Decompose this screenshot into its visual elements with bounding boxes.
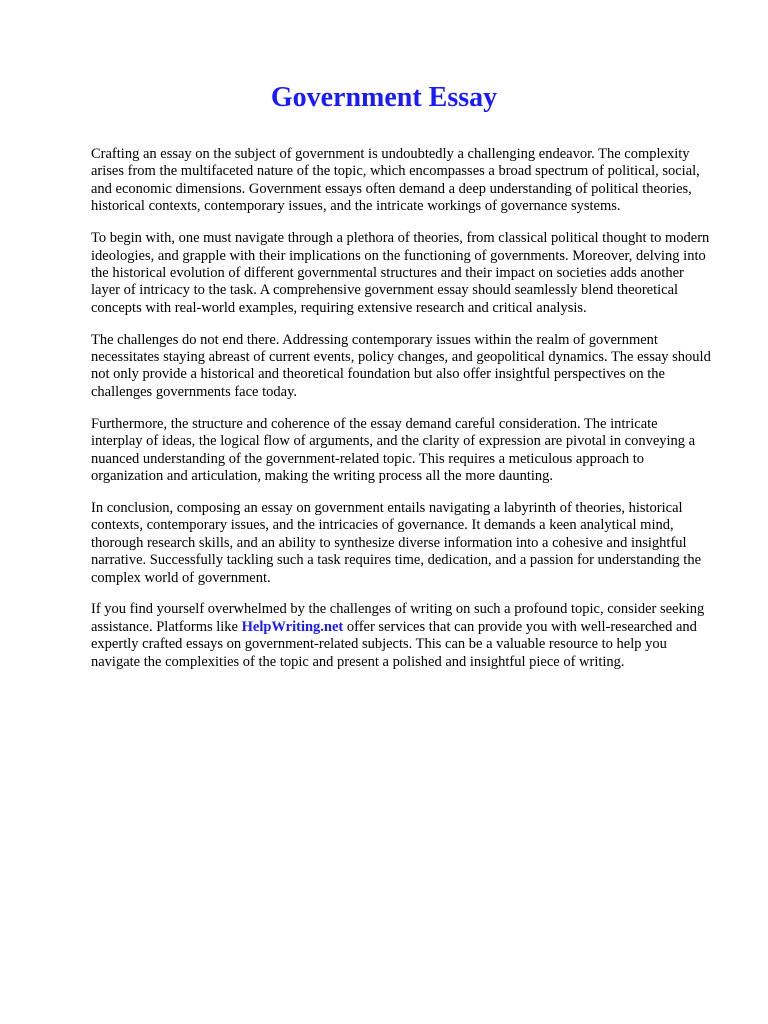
paragraph-4: Furthermore, the structure and coherence of the essay demand careful consideration. The intricate interplay of ideas, the logical flow of arguments, and the clarity of expression are pivotal in conveying a nuanced understanding of the government-related topic. This requires a meticulous approach to organization and articulation, making the writing process all the more daunting. (91, 415, 696, 484)
paragraph-2: To begin with, one must navigate through a plethora of theories, from classical political thought to modern ideologies, and grapple with their implications on the functioning of governments. Moreover, delving into the historical evolution of different governmental structures and their impact on societies adds another layer of intricacy to the task. A comprehensive government essay should seamlessly blend theoretical concepts with real-world examples, requiring extensive research and critical analysis. (91, 230, 710, 316)
paragraph-6-tail: offer services that can provide you with well-researched and expertly crafted essays on government-related subjects. This can be a valuable resource to help you navigate the complexities of the topic and present a polished and insightful piece of writing. (91, 618, 697, 670)
paragraph-6-lead: If you find yourself overwhelmed by the challenges of writing on such a profound topic, consider seeking assistance. Platforms like (91, 601, 705, 635)
page-title: Government Essay (270, 82, 498, 113)
paragraph-1: Crafting an essay on the subject of government is undoubtedly a challenging endeavor. The complexity arises from the multifaceted nature of the topic, which encompasses a broad spectrum of political, social, and economic dimensions. Government essays often demand a deep understanding of political theories, historical contexts, contemporary issues, and the intricate workings of governance systems. (91, 146, 700, 215)
paragraph-6 (91, 601, 711, 671)
paragraph-5: In conclusion, composing an essay on government entails navigating a labyrinth of theories, historical contexts, contemporary issues, and the intricacies of governance. It demands a keen analytical mind, thorough research skills, and an ability to synthesize diverse information into a cohesive and insightful narrative. Successfully tackling such a task requires time, dedication, and a passion for understanding the complex world of government. (91, 499, 702, 586)
essay-body (91, 146, 711, 686)
paragraph-3: The challenges do not end there. Addressing contemporary issues within the realm of government necessitates staying abreast of current events, policy changes, and geopolitical dynamics. The essay should not only provide a historical and theoretical foundation but also offer insightful perspectives on the challenges governments face today. (91, 331, 711, 400)
helpwriting-link[interactable]: HelpWriting.net (241, 618, 344, 635)
